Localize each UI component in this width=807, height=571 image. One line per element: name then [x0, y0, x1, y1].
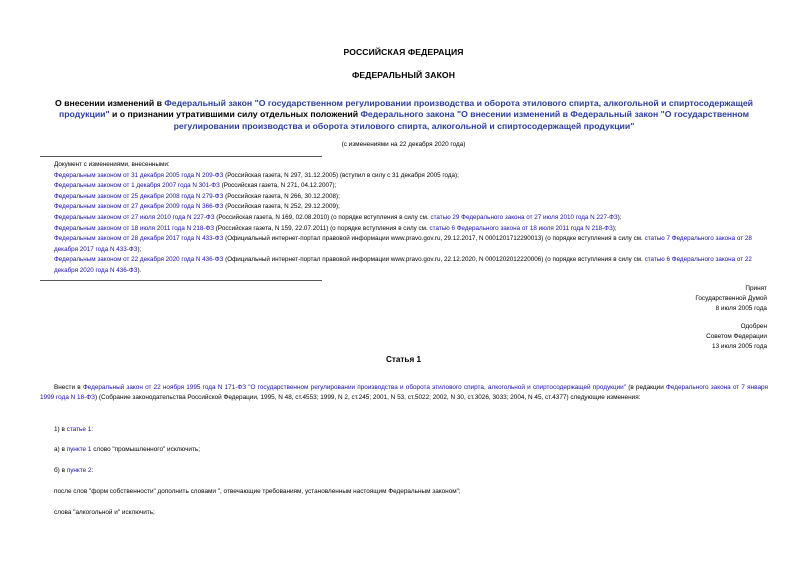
amendment-tail: );	[137, 245, 142, 253]
amendment-text: (Российская газета, N 266, 30.12.2008);	[223, 192, 340, 200]
amendment-text: (Российская газета, N 252, 29.12.2009);	[223, 203, 340, 211]
amendment-link[interactable]: Федеральным законом от 31 декабря 2005 года N 209-ФЗ	[54, 171, 224, 179]
clause-1-link[interactable]: пункте 1	[66, 446, 92, 453]
amendment-text: (Официальный интернет-портал правовой информации www.pravo.gov.ru, 29.12.2017, N 0001201712290013) (о порядке вступления в силу см.	[223, 235, 645, 243]
amendment-item	[40, 213, 770, 224]
duma-line: 8 июля 2005 года	[715, 305, 767, 312]
item-b	[54, 467, 93, 474]
item-text: 1) в	[54, 426, 67, 433]
amendments-intro: Документ с изменениями, внесенными:	[54, 161, 170, 168]
item-text: б) в	[54, 467, 67, 474]
item-text: слово "промышленного" исключить;	[91, 446, 200, 453]
duma-line: Принят	[745, 285, 767, 292]
title-link-law[interactable]: Федеральный закон "О государственном регулировании производства и оборота этилового спирта, алкогольной и спиртосодержащей продукции"	[58, 98, 753, 120]
amendment-entry-link[interactable]: статью 6 Федерального закона от 22 декабря 2020 года N 436-ФЗ	[54, 256, 752, 274]
amendment-item	[40, 192, 770, 203]
article-1-link[interactable]: статье 1	[66, 426, 92, 433]
item-text: :	[91, 426, 94, 433]
item-1	[54, 426, 93, 433]
amendment-link[interactable]: Федеральным законом от 28 декабря 2017 года N 433-ФЗ	[54, 235, 224, 243]
law-link[interactable]: Федеральный закон от 22 ноября 1995 года N 171-ФЗ "О государственном регулировании производства и оборота этилового спирта, алкогольной и спиртосодержащей продукции"	[82, 384, 627, 391]
paragraph-text: (в редакции	[626, 384, 666, 391]
divider-bottom	[40, 280, 322, 281]
clause-2-link[interactable]: пункте 2	[66, 467, 92, 474]
amendment-tail: );	[617, 213, 622, 221]
article-paragraph	[40, 383, 768, 404]
amendment-item	[40, 181, 770, 192]
item-text: а) в	[54, 446, 67, 453]
divider-top	[40, 156, 322, 157]
article-heading: Статья 1	[385, 355, 422, 364]
council-line: Советом Федерации	[706, 333, 767, 340]
amendment-tail: );	[612, 224, 617, 232]
amendment-entry-link[interactable]: статью 29 Федерального закона от 27 июля 2010 года N 227-ФЗ	[430, 213, 618, 221]
amendment-entry-link[interactable]: статью 6 Федерального закона от 18 июля 2011 года N 218-ФЗ	[429, 224, 613, 232]
amendment-item	[40, 202, 770, 213]
amendment-text: (Российская газета, N 159, 22.07.2011) (о порядке вступления в силу см.	[214, 224, 430, 232]
council-approval	[567, 322, 767, 352]
amendment-link[interactable]: Федеральным законом от 22 декабря 2020 года N 436-ФЗ	[54, 256, 224, 264]
doc-type-heading: ФЕДЕРАЛЬНЫЙ ЗАКОН	[351, 70, 456, 80]
amendment-link[interactable]: Федеральным законом от 27 июля 2010 года N 227-ФЗ	[54, 213, 215, 221]
amendments-list	[40, 160, 770, 277]
item-text: :	[91, 467, 94, 474]
amendment-link[interactable]: Федеральным законом от 27 декабря 2009 года N 366-ФЗ	[54, 203, 224, 211]
title-text-1: О внесении изменений в	[54, 98, 165, 108]
amendment-tail: ).	[137, 266, 142, 274]
item-after-words: после слов "форм собственности" дополнить словами ", отвечающие требованиям, установленным настоящим Федеральным законом";	[54, 488, 461, 495]
edition-note: (с изменениями на 22 декабря 2020 года)	[341, 141, 466, 148]
duma-line: Государственной Думой	[695, 295, 767, 302]
amendment-text: (Российская газета, N 169, 02.08.2010) (о порядке вступления в силу см.	[214, 213, 431, 221]
item-a	[54, 446, 200, 453]
document-title	[40, 98, 768, 132]
amendment-item	[40, 234, 770, 255]
council-line: 13 июля 2005 года	[712, 343, 767, 350]
amendment-text: (Российская газета, N 297, 31.12.2005) (вступил в силу с 31 декабря 2005 года);	[223, 171, 459, 179]
amendment-item	[40, 171, 770, 182]
amendment-link[interactable]: Федеральным законом от 1 декабря 2007 года N 301-ФЗ	[54, 182, 220, 190]
duma-adoption	[567, 284, 767, 314]
amendment-link[interactable]: Федеральным законом от 25 декабря 2008 года N 279-ФЗ	[54, 192, 224, 200]
amendment-entry-link[interactable]: статью 7 Федерального закона от 28 декабря 2017 года N 433-ФЗ	[54, 235, 752, 253]
amendment-item	[40, 255, 770, 276]
title-text-2: и о признании утратившими силу отдельных положений	[109, 109, 361, 120]
amendment-text: (Российская газета, N 271, 04.12.2007);	[219, 182, 337, 190]
amendment-item	[40, 224, 770, 235]
amendment-link[interactable]: Федеральным законом от 18 июля 2011 года N 218-ФЗ	[54, 224, 215, 232]
council-line: Одобрен	[740, 323, 767, 330]
paragraph-text: Внести в	[54, 384, 83, 391]
amendment-text: (Официальный интернет-портал правовой информации www.pravo.gov.ru, 22.12.2020, N 0001202012220006) (о порядке вступления в силу см.	[223, 256, 645, 264]
title-link-amending-law[interactable]: Федерального закона "О внесении изменений в Федеральный закон "О государственном регулировании производства и оборота этилового спирта, алкогольной и спиртосодержащей продукции"	[173, 109, 750, 131]
law-edition-link[interactable]: Федерального закона от 7 января 1999 года N 18-ФЗ	[40, 384, 768, 402]
paragraph-text: ) (Собрание законодательства Российской Федерации, 1995, N 48, ст.4553; 1999, N 2, ст.245; 2001, N 53, ст.5022; 2002, N 30, ст.3026, 3033; 2004, N 45, ст.4377) следующие изменения:	[95, 394, 641, 402]
country-heading: РОССИЙСКАЯ ФЕДЕРАЦИЯ	[343, 47, 464, 57]
item-words-removed: слова "алкогольной и" исключить;	[54, 509, 155, 516]
